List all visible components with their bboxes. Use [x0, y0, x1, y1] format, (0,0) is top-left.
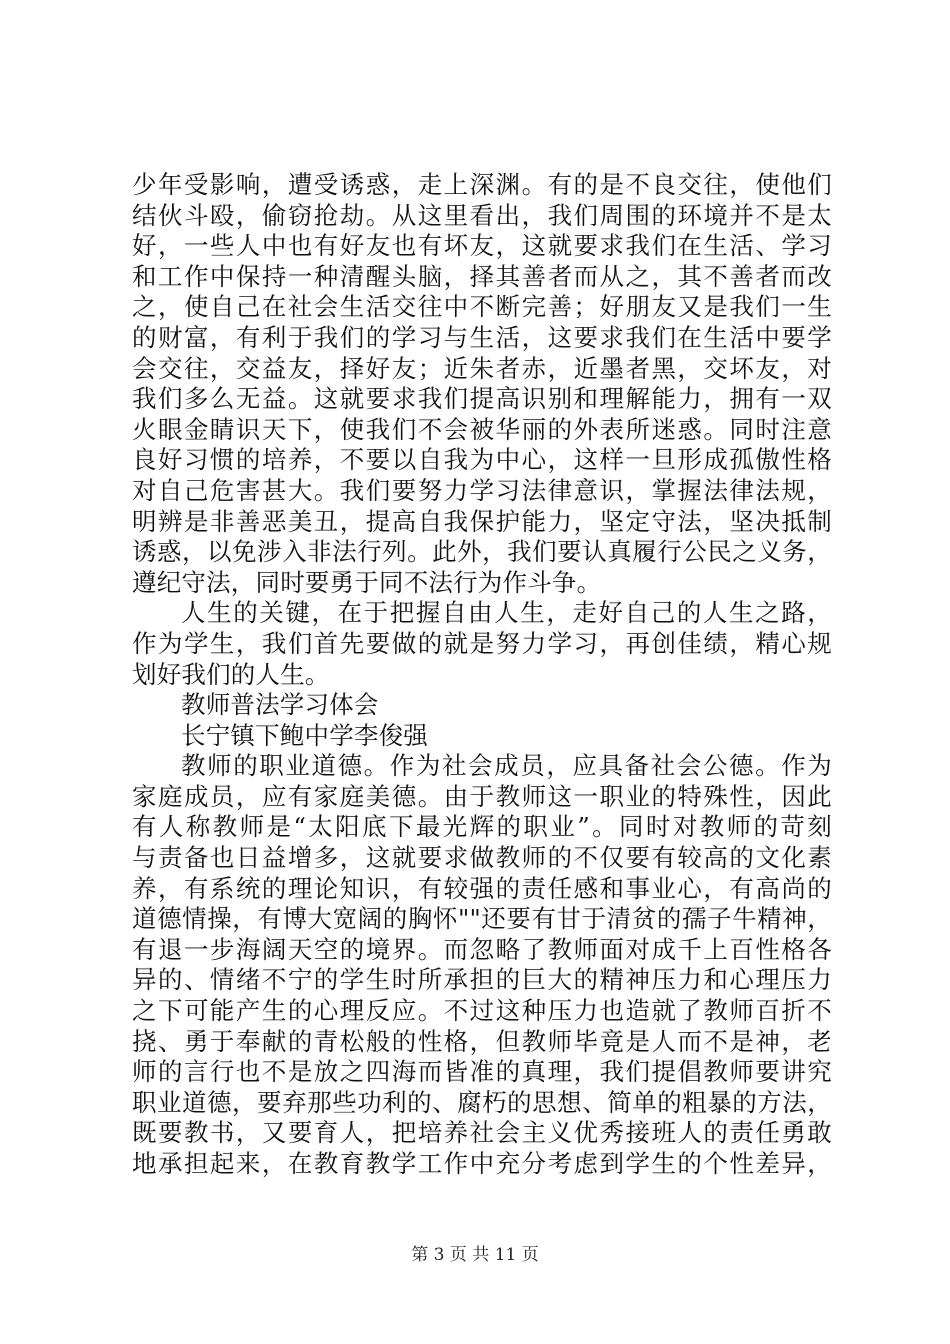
- text-line: 良好习惯的培养，不要以自我为中心，这样一旦形成孤傲性格: [132, 445, 832, 475]
- text-line: 与责备也日益增多，这就要求做教师的不仅要有较高的文化素: [132, 843, 832, 873]
- document-body: [132, 170, 832, 1180]
- text-line: 火眼金睛识天下，使我们不会被华丽的外表所迷惑。同时注意: [132, 414, 832, 444]
- text-line: 好，一些人中也有好友也有坏友，这就要求我们在生活、学习: [132, 231, 832, 261]
- text-line: 结伙斗殴，偷窃抢劫。从这里看出，我们周围的环境并不是太: [132, 200, 832, 230]
- text-line: 地承担起来，在教育教学工作中充分考虑到学生的个性差异，: [132, 1149, 832, 1178]
- text-line: 我们多么无益。这就要求我们提高识别和理解能力，拥有一双: [132, 384, 832, 414]
- text-line: 养，有系统的理论知识，有较强的责任感和事业心，有高尚的: [132, 873, 832, 903]
- text-line: 既要教书，又要育人，把培养社会主义优秀接班人的责任勇敢: [132, 1118, 832, 1148]
- text-line: 师的言行也不是放之四海而皆准的真理，我们提倡教师要讲究: [132, 1057, 832, 1087]
- text-line: 会交往，交益友，择好友；近朱者赤，近墨者黑，交坏友，对: [132, 353, 832, 383]
- text-line: 少年受影响，遭受诱惑，走上深渊。有的是不良交往，使他们: [132, 170, 832, 199]
- text-line: 划好我们的人生。: [132, 659, 330, 689]
- text-line: 教师的职业道德。作为社会成员，应具备社会公德。作为: [181, 751, 832, 781]
- section-heading: 教师普法学习体会: [181, 690, 379, 720]
- text-line: 的财富，有利于我们的学习与生活，这要求我们在生活中要学: [132, 322, 832, 352]
- text-line: 明辨是非善恶美丑，提高自我保护能力，坚定守法，坚决抵制: [132, 506, 832, 536]
- text-line: 和工作中保持一种清醒头脑，择其善者而从之，其不善者而改: [132, 261, 832, 291]
- text-line: 有退一步海阔天空的境界。而忽略了教师面对成千上百性格各: [132, 934, 832, 964]
- text-line: 诱惑，以免涉入非法行列。此外，我们要认真履行公民之义务，: [132, 537, 832, 567]
- text-line: 异的、情绪不宁的学生时所承担的巨大的精神压力和心理压力: [132, 965, 832, 995]
- text-line: 家庭成员，应有家庭美德。由于教师这一职业的特殊性，因此: [132, 781, 832, 811]
- text-line: 人生的关键，在于把握自由人生，走好自己的人生之路，: [181, 598, 832, 628]
- section-heading: 长宁镇下鲍中学李俊强: [181, 720, 428, 750]
- text-line: 挠、勇于奉献的青松般的性格，但教师毕竟是人而不是神，老: [132, 1026, 832, 1056]
- text-line: 道德情操，有博大宽阔的胸怀""还要有甘于清贫的孺子牛精神，: [132, 904, 832, 934]
- text-line: 作为学生，我们首先要做的就是努力学习，再创佳绩，精心规: [132, 628, 832, 658]
- text-line: 职业道德，要弃那些功利的、腐朽的思想、简单的粗暴的方法，: [132, 1087, 832, 1117]
- text-line: 遵纪守法，同时要勇于同不法行为作斗争。: [132, 567, 602, 597]
- page-footer: 第 3 页 共 11 页: [411, 1245, 539, 1265]
- text-line: 之，使自己在社会生活交往中不断完善；好朋友又是我们一生: [132, 292, 832, 322]
- text-line: 对自己危害甚大。我们要努力学习法律意识，掌握法律法规，: [132, 475, 832, 505]
- text-line: 之下可能产生的心理反应。不过这种压力也造就了教师百折不: [132, 996, 832, 1026]
- text-line: 有人称教师是“太阳底下最光辉的职业”。同时对教师的苛刻: [132, 812, 832, 842]
